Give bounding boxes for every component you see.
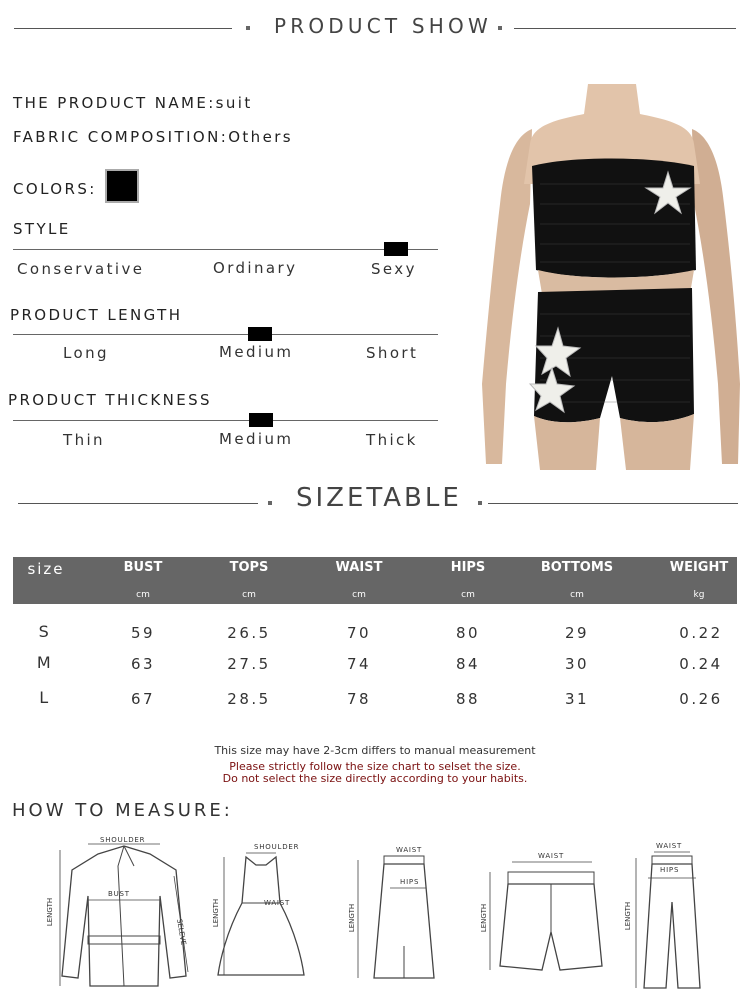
crochet-top [532, 159, 696, 278]
row-l-bottoms: 31 [564, 690, 590, 708]
row-l-tops: 28.5 [227, 690, 271, 708]
size-warning-2: Do not select the size directly according to your habits. [222, 772, 528, 785]
sizetable-rule-left [18, 503, 258, 504]
thickness-option-medium: Medium [219, 430, 294, 448]
product-name-value: suit [215, 94, 253, 112]
thickness-scale-line [13, 420, 438, 421]
row-s-bust: 59 [130, 624, 156, 642]
measurement-note: This size may have 2-3cm differs to manual measurement [214, 744, 536, 757]
pants-hips-label: HIPS [660, 866, 680, 874]
col-bottoms: BOTTOMS [540, 560, 614, 575]
row-l-hips: 88 [455, 690, 481, 708]
row-m-hips: 84 [455, 655, 481, 673]
shorts-length-label: LENGTH [480, 903, 489, 933]
product-name-label: THE PRODUCT NAME: [13, 94, 216, 112]
pants-waist-label: WAIST [656, 842, 683, 850]
row-m-waist: 74 [346, 655, 372, 673]
length-scale-marker [248, 327, 272, 341]
unit-hips: cm [461, 590, 475, 600]
row-m-size: M [36, 653, 54, 672]
pants-length-label: LENGTH [624, 901, 633, 931]
unit-tops: cm [242, 590, 256, 600]
col-waist: WAIST [335, 560, 383, 575]
unit-bust: cm [136, 590, 150, 600]
how-to-measure-title: HOW TO MEASURE: [12, 800, 233, 821]
dress-waist-label: WAIST [264, 899, 291, 907]
thickness-title: PRODUCT THICKNESS [8, 391, 212, 409]
row-m-tops: 27.5 [227, 655, 271, 673]
row-s-size: S [38, 622, 52, 641]
thickness-option-thin: Thin [63, 431, 105, 449]
length-option-medium: Medium [219, 343, 294, 361]
col-hips: HIPS [450, 560, 486, 575]
row-m-bust: 63 [130, 655, 156, 673]
thickness-option-thick: Thick [366, 431, 418, 449]
style-option-ordinary: Ordinary [213, 259, 298, 277]
sizetable-dot-left [268, 501, 272, 505]
length-scale-line [13, 334, 438, 335]
skirt-measure-diagram [344, 846, 444, 992]
sizetable-dot-right [478, 501, 482, 505]
row-l-size: L [39, 688, 51, 707]
fabric-label: FABRIC COMPOSITION: [13, 128, 229, 146]
sleeve-label: SELEVE [174, 918, 188, 946]
col-size: size [27, 560, 65, 578]
skirt-hips-label: HIPS [400, 878, 420, 886]
length-title: PRODUCT LENGTH [10, 306, 183, 324]
colors-label: COLORS: [13, 180, 97, 198]
fabric-value: Others [228, 128, 293, 146]
length-option-short: Short [366, 344, 419, 362]
unit-waist: cm [352, 590, 366, 600]
dress-length-label: LENGTH [212, 898, 221, 928]
jacket-measure-diagram [48, 836, 198, 996]
style-option-conservative: Conservative [17, 260, 145, 278]
header-dot-left [246, 26, 250, 30]
sizetable-title: SIZETABLE [296, 483, 462, 513]
length-label: LENGTH [46, 897, 55, 927]
style-option-sexy: Sexy [371, 260, 417, 278]
skirt-waist-label: WAIST [396, 846, 423, 854]
col-weight: WEIGHT [669, 560, 729, 575]
unit-weight: kg [693, 590, 705, 600]
style-title: STYLE [13, 220, 71, 238]
col-tops: TOPS [229, 560, 269, 575]
product-name-row [13, 94, 253, 112]
style-scale-line [13, 249, 438, 250]
header-rule-left [14, 28, 232, 29]
row-m-bottoms: 30 [564, 655, 590, 673]
shoulder-label: SHOULDER [100, 836, 146, 844]
header-rule-right [514, 28, 736, 29]
style-scale-marker [384, 242, 408, 256]
size-table-header [13, 557, 737, 604]
pants-measure-diagram [624, 842, 724, 996]
product-show-title: PRODUCT SHOW [274, 14, 492, 38]
row-s-hips: 80 [455, 624, 481, 642]
header-dot-right [498, 26, 502, 30]
length-option-long: Long [63, 344, 109, 362]
fabric-row [13, 128, 293, 146]
color-swatch [105, 169, 139, 203]
dress-shoulder-label: SHOULDER [254, 843, 300, 851]
size-warning-1: Please strictly follow the size chart to selset the size. [229, 760, 521, 773]
row-l-bust: 67 [130, 690, 156, 708]
skirt-length-label: LENGTH [348, 903, 357, 933]
row-s-waist: 70 [346, 624, 372, 642]
sizetable-rule-right [488, 503, 738, 504]
row-s-bottoms: 29 [564, 624, 590, 642]
shorts-waist-label: WAIST [538, 852, 565, 860]
row-l-waist: 78 [346, 690, 372, 708]
col-bust: BUST [123, 560, 163, 575]
unit-bottoms: cm [570, 590, 584, 600]
row-s-tops: 26.5 [227, 624, 271, 642]
shorts-measure-diagram [480, 848, 610, 994]
product-photo [480, 84, 742, 470]
row-s-weight: 0.22 [679, 624, 723, 642]
row-m-weight: 0.24 [679, 655, 723, 673]
bust-label: BUST [108, 890, 130, 898]
thickness-scale-marker [249, 413, 273, 427]
row-l-weight: 0.26 [679, 690, 723, 708]
dress-measure-diagram [212, 843, 306, 993]
